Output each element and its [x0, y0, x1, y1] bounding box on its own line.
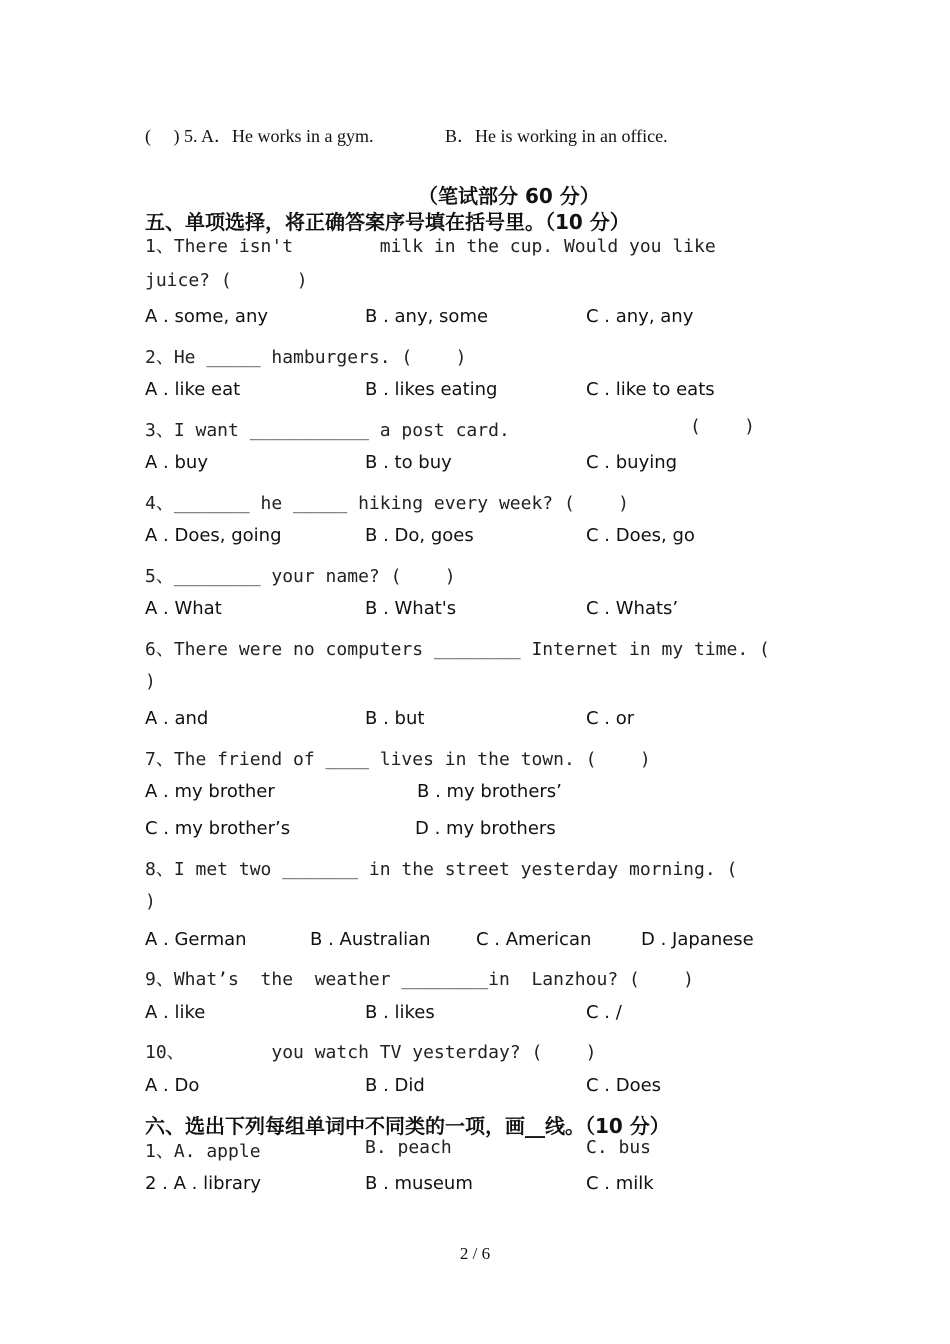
q9-option-b: B . likes: [365, 1002, 435, 1023]
page-number: 2 / 6: [459, 1244, 491, 1263]
q3-line1: 3、I want ___________ a post card.: [145, 420, 510, 441]
q1-line1: 1、There isn't milk in the cup. Would you like: [145, 236, 716, 257]
q4-option-b: B . Do, goes: [365, 525, 474, 546]
q10-option-a: A . Do: [145, 1075, 200, 1096]
q6-option-b: B . but: [365, 708, 425, 729]
q3-option-c: C . buying: [586, 452, 678, 473]
q5-option-a: A . What: [145, 598, 222, 619]
s6-q2-option-a: 2 . A . library: [145, 1173, 262, 1194]
q5-option-b: B . What's: [365, 598, 457, 619]
q3-option-b: B . to buy: [365, 452, 452, 473]
q6-option-a: A . and: [145, 708, 209, 729]
q2-option-b: B . likes eating: [365, 379, 498, 400]
s6-q1-option-b: B. peach: [365, 1137, 452, 1158]
q7-line1: 7、The friend of ____ lives in the town. ( ): [145, 749, 651, 770]
q4-option-a: A . Does, going: [145, 525, 282, 546]
q8-option-c: C . American: [476, 929, 592, 950]
q8-option-b: B . Australian: [310, 929, 431, 950]
q6-line1: 6、There were no computers ________ Internet in my time. (: [145, 639, 770, 660]
s6-q1-option-c: C. bus: [586, 1137, 652, 1158]
q5-option-c: C . Whats’: [586, 598, 679, 619]
q7-option-d: D . my brothers: [415, 818, 556, 839]
s6-q2-option-b: B . museum: [365, 1173, 473, 1194]
q1-option-c: C . any, any: [586, 306, 694, 327]
q4-option-c: C . Does, go: [586, 525, 695, 546]
q3-answer-paren: ( ): [690, 416, 756, 437]
q2-line1: 2、He _____ hamburgers. ( ): [145, 347, 467, 368]
q6-line2: ): [145, 671, 156, 692]
q5-line1: 5、________ your name? ( ): [145, 566, 456, 587]
q1-line2: juice? ( ): [145, 270, 308, 291]
q7-option-a: A . my brother: [145, 781, 275, 802]
q4-line1: 4、_______ he _____ hiking every week? ( ): [145, 493, 629, 514]
q7-option-b: B . my brothers’: [417, 781, 562, 802]
q9-option-a: A . like: [145, 1002, 206, 1023]
listening-q5-text: ( ) 5. A．He works in a gym.: [145, 126, 374, 146]
q2-option-a: A . like eat: [145, 379, 241, 400]
q8-option-d: D . Japanese: [641, 929, 754, 950]
listening-q5-option-b: B．He is working in an office.: [445, 126, 668, 146]
q10-option-b: B . Did: [365, 1075, 425, 1096]
s6-q1-option-a: 1、A. apple: [145, 1141, 261, 1162]
q3-option-a: A . buy: [145, 452, 208, 473]
q10-line1: 10、 you watch TV yesterday? ( ): [145, 1042, 597, 1063]
q2-option-c: C . like to eats: [586, 379, 715, 400]
q7-option-c: C . my brother’s: [145, 818, 291, 839]
q8-option-a: A . German: [145, 929, 247, 950]
q8-line2: ): [145, 891, 156, 912]
q10-option-c: C . Does: [586, 1075, 662, 1096]
section6-heading: 六、选出下列每组单词中不同类的一项，画__线。（10 分）: [145, 1114, 670, 1138]
section5-heading: 五、单项选择，将正确答案序号填在括号里。（10 分）: [145, 210, 630, 234]
q1-option-a: A . some, any: [145, 306, 269, 327]
q8-line1: 8、I met two _______ in the street yesterday morning. (: [145, 859, 738, 880]
q1-option-b: B . any, some: [365, 306, 489, 327]
section-title: （笔试部分 60 分）: [418, 184, 600, 208]
s6-q2-option-c: C . milk: [586, 1173, 654, 1194]
q6-option-c: C . or: [586, 708, 635, 729]
q9-option-c: C . /: [586, 1002, 622, 1023]
q9-line1: 9、What’s the weather ________in Lanzhou? ( ): [145, 969, 695, 990]
